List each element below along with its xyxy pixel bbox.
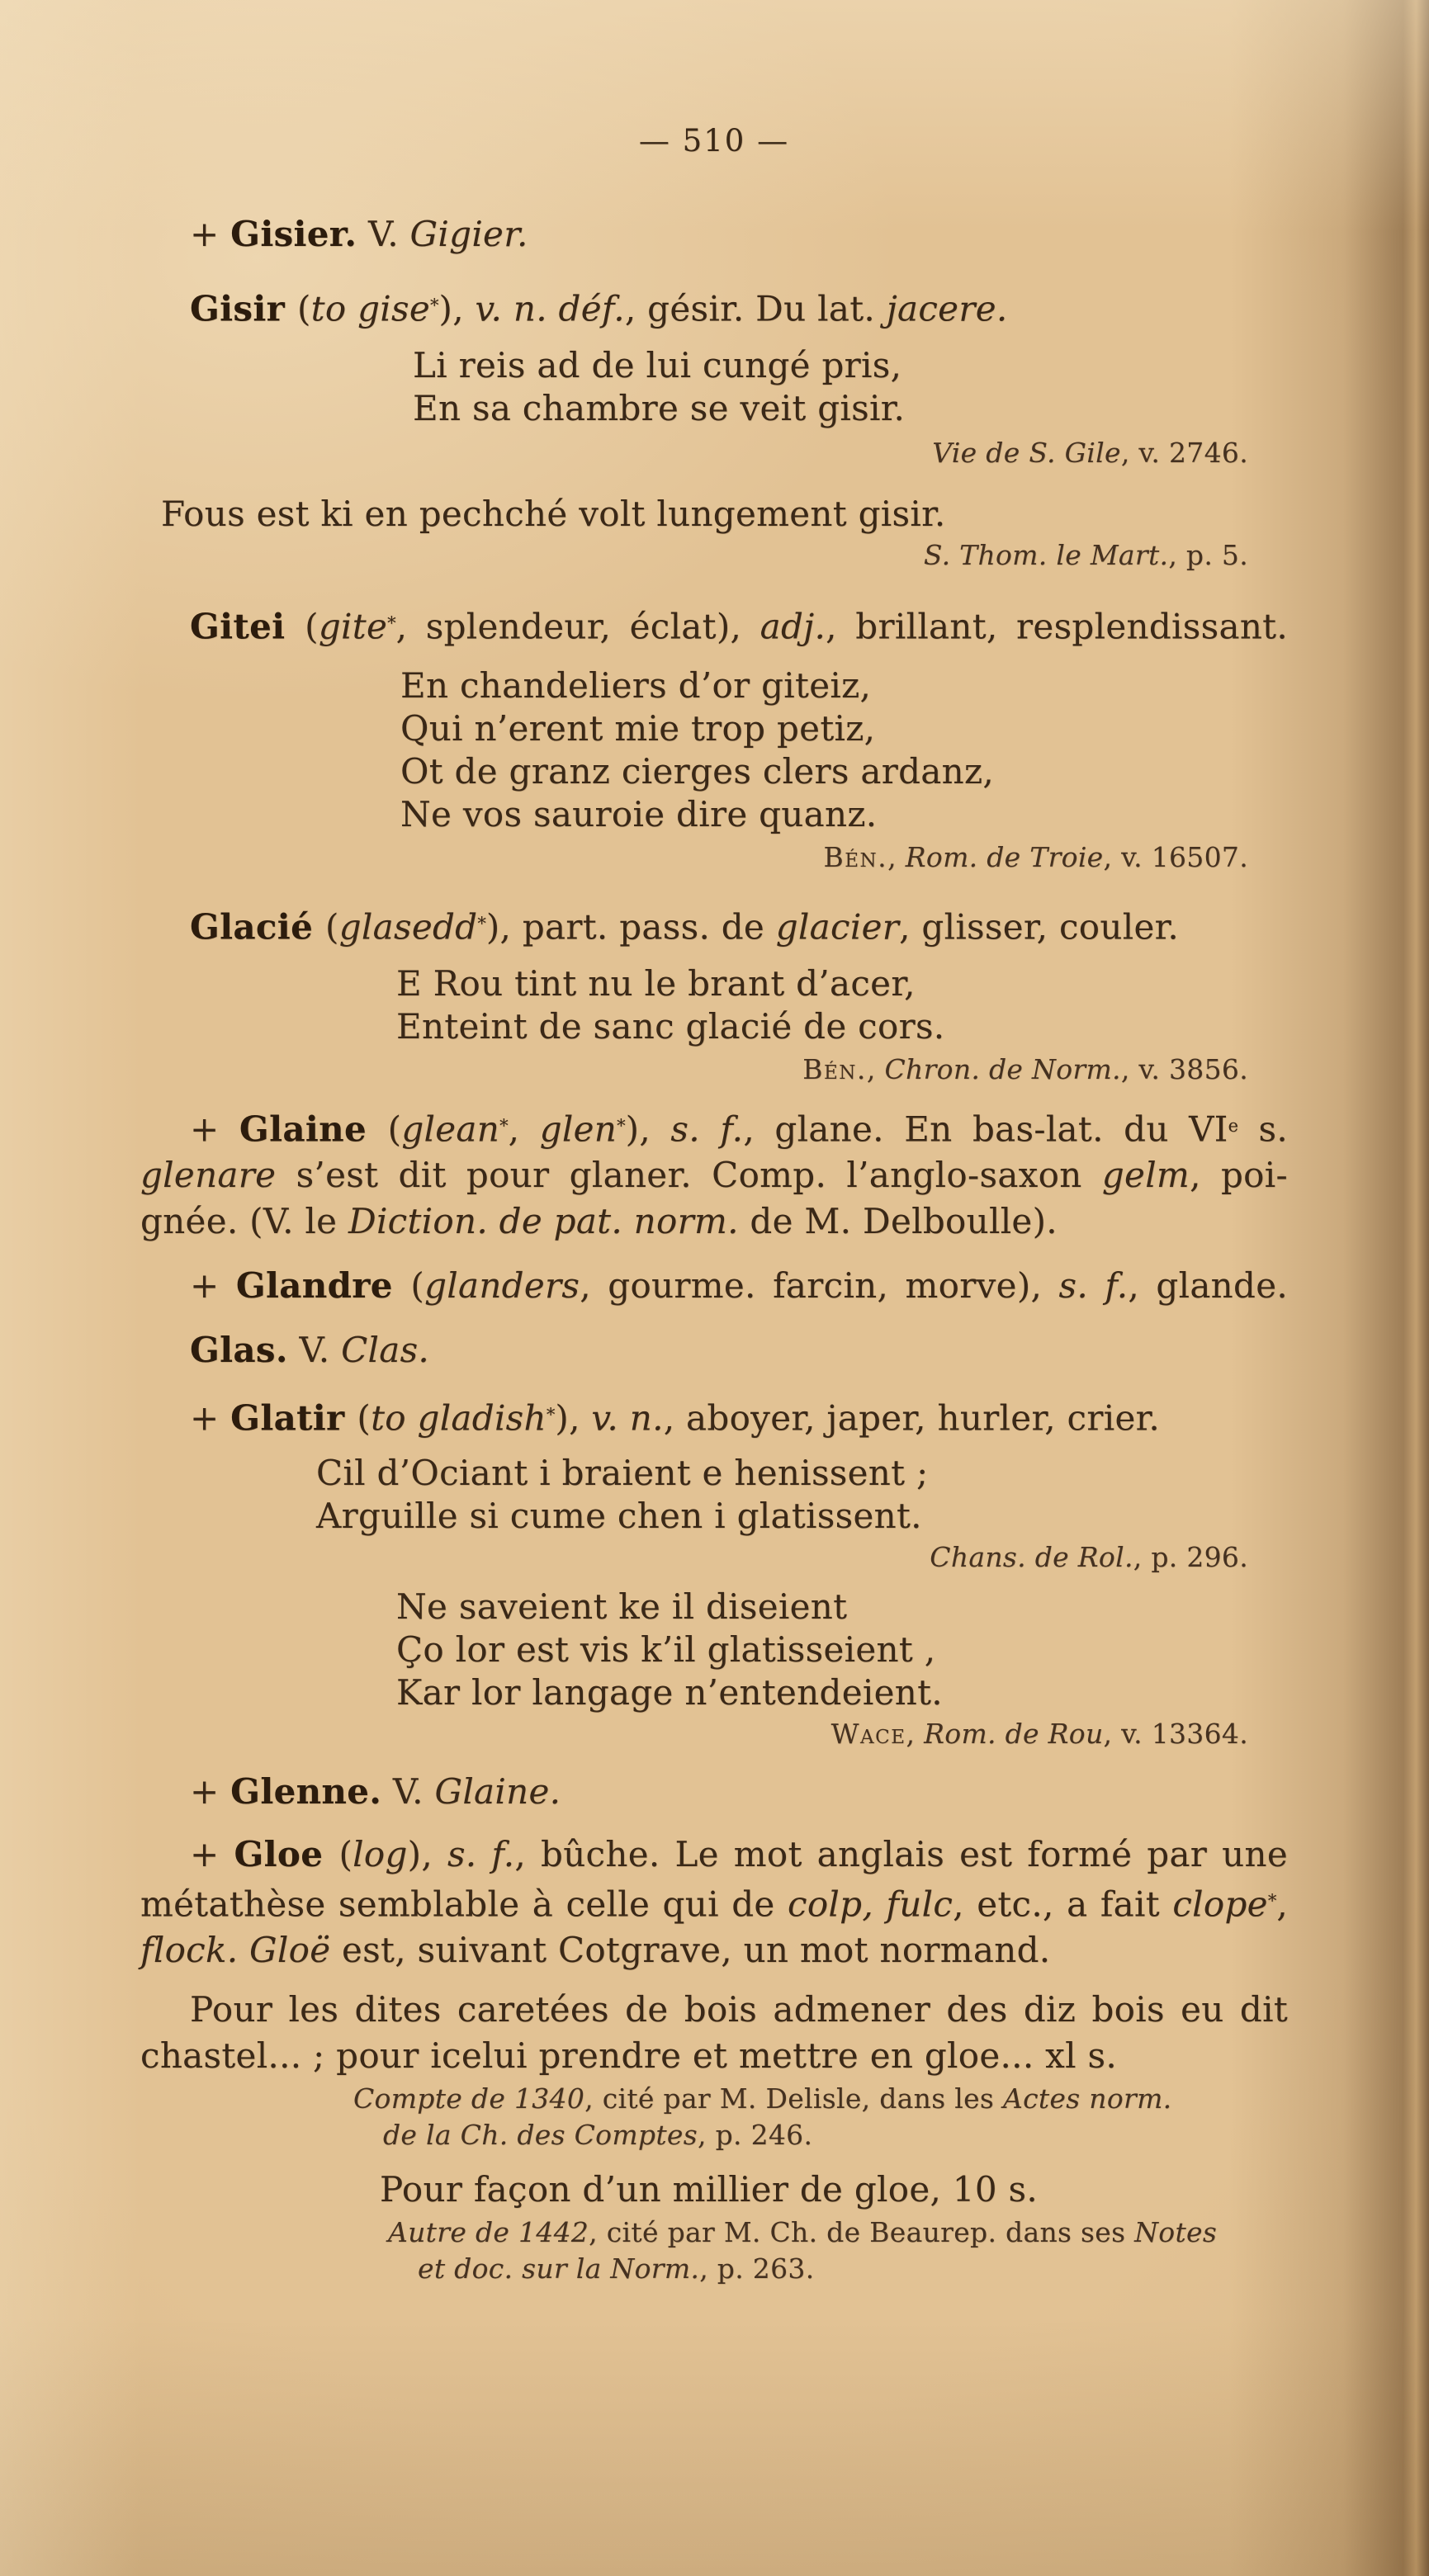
quote-facon	[140, 2167, 1288, 2213]
text-run: de M. Delboulle).	[738, 1201, 1058, 1242]
work-title: de la Ch. des Comptes	[383, 2119, 698, 2152]
text-run: Pour façon d’un millier de gloe, 10 s.	[380, 2169, 1038, 2210]
ordinal-superscript: e	[1228, 1115, 1239, 1136]
text-run: , aboyer, japer, hurler, crier.	[663, 1397, 1161, 1439]
text-run: gite	[318, 606, 388, 647]
text-run: glanders	[424, 1265, 580, 1307]
citation-vie-de-s-gile	[140, 437, 1288, 470]
cross-reference: Gigier.	[409, 214, 528, 254]
text-run: (	[296, 288, 311, 329]
text-run: jacere.	[886, 288, 1008, 329]
verse-glatir-2	[140, 1586, 1288, 1714]
verse-line: Enteint de sanc glacié de cors.	[396, 1005, 945, 1047]
text-run: (	[325, 906, 339, 948]
entry-gloe-line-1	[140, 1832, 1288, 1878]
text-run: V.	[357, 214, 410, 254]
text-run: , p. 263.	[699, 2252, 815, 2285]
headword-glenne: Glenne.	[230, 1770, 382, 1812]
text-run: , p. 246.	[697, 2119, 813, 2152]
work-title: Notes	[1134, 2216, 1218, 2249]
entry-glacie	[140, 900, 1288, 951]
text-run: glacier	[775, 906, 900, 948]
cross-reference: Glaine.	[434, 1770, 561, 1812]
text-run: , glane. En bas-lat. du VI	[743, 1108, 1228, 1150]
text-run: +	[190, 1770, 231, 1812]
text-run: , gésir. Du lat.	[624, 288, 887, 329]
text-run: , etc., a fait	[953, 1884, 1173, 1925]
text-run: , poi-	[1190, 1155, 1288, 1196]
text-run: s. f.	[670, 1108, 744, 1150]
text-run: , glisser, couler.	[899, 906, 1180, 948]
text-run: ,	[906, 1717, 925, 1750]
headword-gitei: Gitei	[190, 606, 305, 647]
citation-line	[140, 2117, 1288, 2153]
text-run: to gise	[310, 288, 431, 329]
text-run: (	[357, 1397, 371, 1439]
headword-gisir: Gisir	[190, 288, 297, 329]
text-run: ,	[866, 1052, 885, 1085]
text-run: (	[387, 1108, 402, 1150]
headword-glaine: Glaine	[239, 1108, 388, 1150]
entry-glas	[140, 1327, 1288, 1373]
headword-glatir: Glatir	[230, 1397, 357, 1439]
text-run: est, suivant Cotgrave, un mot normand.	[330, 1930, 1051, 1971]
entry-glenne	[140, 1769, 1288, 1815]
work-title: Chans. de Rol.	[930, 1540, 1133, 1573]
work-title: et doc. sur la Norm.	[418, 2252, 700, 2285]
entry-glandre	[140, 1263, 1288, 1309]
headword-glas: Glas.	[190, 1330, 288, 1371]
asterisk-mark: *	[546, 1405, 556, 1425]
citation-s-thom	[140, 539, 1288, 572]
text-run: (	[338, 1833, 353, 1874]
quote-gloe	[140, 1987, 1288, 2079]
headword-glandre: Glandre	[235, 1265, 411, 1307]
text-run: log	[353, 1833, 408, 1874]
verse-line: Kar lor langage n’entendeient.	[396, 1671, 943, 1713]
text-run: glen	[539, 1108, 617, 1150]
text-run: v. n. déf.	[475, 288, 625, 329]
work-title: Compte de 1340	[353, 2082, 585, 2115]
citation-line	[140, 2251, 1288, 2287]
entry-gloe-line-3	[140, 1927, 1288, 1973]
headword-gloe: Gloe	[234, 1833, 339, 1874]
quote-fous	[140, 491, 1288, 537]
verse-line: Li reis ad de lui cungé pris,	[413, 344, 902, 385]
text-run: , glande.	[1128, 1265, 1289, 1307]
entry-gloe-line-2	[140, 1878, 1288, 1928]
asterisk-mark: *	[617, 1115, 626, 1136]
verse-line: Ne vos sauroie dire quanz.	[400, 794, 878, 835]
asterisk-mark: *	[499, 1115, 509, 1136]
text-run: flock. Gloë	[140, 1930, 331, 1971]
verse-line: E Rou tint nu le brant d’acer,	[396, 962, 916, 1004]
verse-glatir-1	[140, 1452, 1288, 1538]
text-run: gnée. (V. le	[140, 1201, 348, 1242]
text-run: +	[190, 1265, 236, 1307]
citation-line	[140, 2214, 1288, 2251]
text-run: , splendeur, éclat),	[395, 606, 760, 647]
text-run: , p. 5.	[1168, 538, 1248, 571]
text-run: ),	[407, 1833, 447, 1874]
text-run: clope	[1172, 1884, 1268, 1925]
text-run: ,	[508, 1108, 540, 1150]
cross-reference: Clas.	[341, 1330, 430, 1371]
work-title: Vie de S. Gile	[932, 436, 1121, 469]
text-run: , v. 3856.	[1120, 1052, 1248, 1085]
verse-line: En chandeliers d’or giteiz,	[400, 665, 872, 707]
text-run: V.	[287, 1330, 342, 1371]
text-run: glasedd	[338, 906, 478, 948]
entry-glaine-line-2	[140, 1152, 1288, 1198]
entry-gisier	[140, 211, 1288, 258]
text-run: +	[190, 1108, 239, 1150]
text-run: ),	[625, 1108, 671, 1150]
text-run: gelm	[1101, 1155, 1190, 1196]
verse-gitei	[140, 664, 1288, 836]
headword-glacie: Glacié	[190, 906, 326, 948]
headword-gisier: Gisier.	[230, 214, 357, 254]
entry-glaine	[140, 1103, 1288, 1245]
text-run: métathèse semblable à celle qui de	[140, 1884, 788, 1925]
text-run: (	[410, 1265, 425, 1307]
text-run: ),	[555, 1397, 592, 1439]
verse-glacie	[140, 962, 1288, 1048]
verse-line: Ot de granz cierges clers ardanz,	[400, 751, 995, 792]
text-run: +	[190, 214, 231, 254]
text-run: v. n.	[591, 1397, 664, 1439]
text-column	[140, 0, 1288, 2287]
text-run: , cité par M. Delisle, dans les	[584, 2082, 1003, 2115]
text-run: , p. 296.	[1133, 1540, 1248, 1573]
text-run: s. f.	[1058, 1265, 1129, 1307]
text-run: s.	[1238, 1108, 1288, 1150]
text-run: Pour les dites caretées de bois admener des diz bois eu dit	[190, 1989, 1288, 2030]
verse-line: Ne saveient ke il diseient	[396, 1586, 848, 1627]
verse-line: Arguille si cume chen i glatissent.	[316, 1495, 922, 1536]
text-run: , v. 13364.	[1103, 1717, 1248, 1750]
work-title: Chron. de Norm.	[884, 1052, 1121, 1085]
citation-rom-de-troie	[140, 841, 1288, 874]
author-name: Bén.	[823, 841, 888, 874]
verse-gisir	[140, 344, 1288, 430]
work-title: Rom. de Troie	[905, 841, 1104, 874]
citation-line	[140, 2081, 1288, 2117]
text-run: +	[190, 1833, 234, 1874]
citation-rom-de-rou	[140, 1718, 1288, 1751]
text-run: glenare	[140, 1155, 277, 1196]
text-run: ,	[887, 841, 906, 874]
page-number: — 510 —	[638, 123, 790, 158]
text-run: , brillant, resplendissant.	[826, 606, 1288, 647]
text-run: , v. 16507.	[1103, 841, 1248, 874]
work-title: Actes norm.	[1002, 2082, 1172, 2115]
verse-line: En sa chambre se veit gisir.	[413, 387, 906, 428]
text-run: chastel... ; pour icelui prendre et mettre en gloe... xl s.	[140, 2035, 1117, 2077]
text-run: s. f.	[447, 1833, 515, 1874]
asterisk-mark: *	[430, 295, 439, 315]
text-run: ),	[438, 288, 476, 329]
citation-compte-1340	[140, 2081, 1288, 2153]
asterisk-mark: *	[387, 612, 396, 633]
work-title: Rom. de Rou	[924, 1717, 1104, 1750]
text-run: , bûche. Le mot anglais est formé par une	[514, 1833, 1288, 1874]
text-run: colp, fulc	[788, 1884, 953, 1925]
work-title: Diction. de pat. norm.	[348, 1201, 739, 1242]
verse-line: Cil d’Ociant i braient e henissent ;	[316, 1452, 929, 1493]
text-run: +	[190, 1397, 231, 1439]
text-run: (	[305, 606, 319, 647]
entry-gloe	[140, 1832, 1288, 1974]
citation-autre-1442	[140, 2214, 1288, 2287]
text-run: V.	[381, 1770, 435, 1812]
entry-glatir	[140, 1392, 1288, 1442]
quote-gloe-line-1	[140, 1987, 1288, 2033]
text-run: to gladish	[371, 1397, 547, 1439]
text-run: ,	[1276, 1884, 1288, 1925]
author-name: Wace	[830, 1717, 906, 1750]
asterisk-mark: *	[1267, 1890, 1277, 1911]
entry-glaine-line-3	[140, 1198, 1288, 1245]
text-run: , gourme. farcin, morve),	[580, 1265, 1059, 1307]
text-run: ), part. pass. de	[485, 906, 776, 948]
verse-line: Ço lor est vis k’il glatisseient ,	[396, 1628, 936, 1670]
verse-line: Qui n’erent mie trop petiz,	[400, 708, 876, 749]
work-title: Autre de 1442	[388, 2216, 589, 2249]
text-run: Fous est ki en pechché volt lungement gisir.	[161, 493, 946, 534]
author-name: Bén.	[802, 1052, 867, 1085]
quote-gloe-line-2	[140, 2033, 1288, 2079]
text-run: glean	[401, 1108, 500, 1150]
entry-gisir	[140, 282, 1288, 333]
entry-gitei	[140, 600, 1288, 650]
text-run: adj.	[759, 606, 826, 647]
entry-glaine-line-1	[140, 1103, 1288, 1153]
citation-chans-de-rol	[140, 1541, 1288, 1574]
asterisk-mark: *	[477, 914, 486, 934]
text-run: , cité par M. Ch. de Beaurep. dans ses	[589, 2216, 1135, 2249]
text-run: , v. 2746.	[1120, 436, 1248, 469]
work-title: S. Thom. le Mart.	[923, 538, 1169, 571]
citation-chron-de-norm	[140, 1053, 1288, 1086]
text-run: s’est dit pour glaner. Comp. l’anglo-saxon	[276, 1155, 1102, 1196]
